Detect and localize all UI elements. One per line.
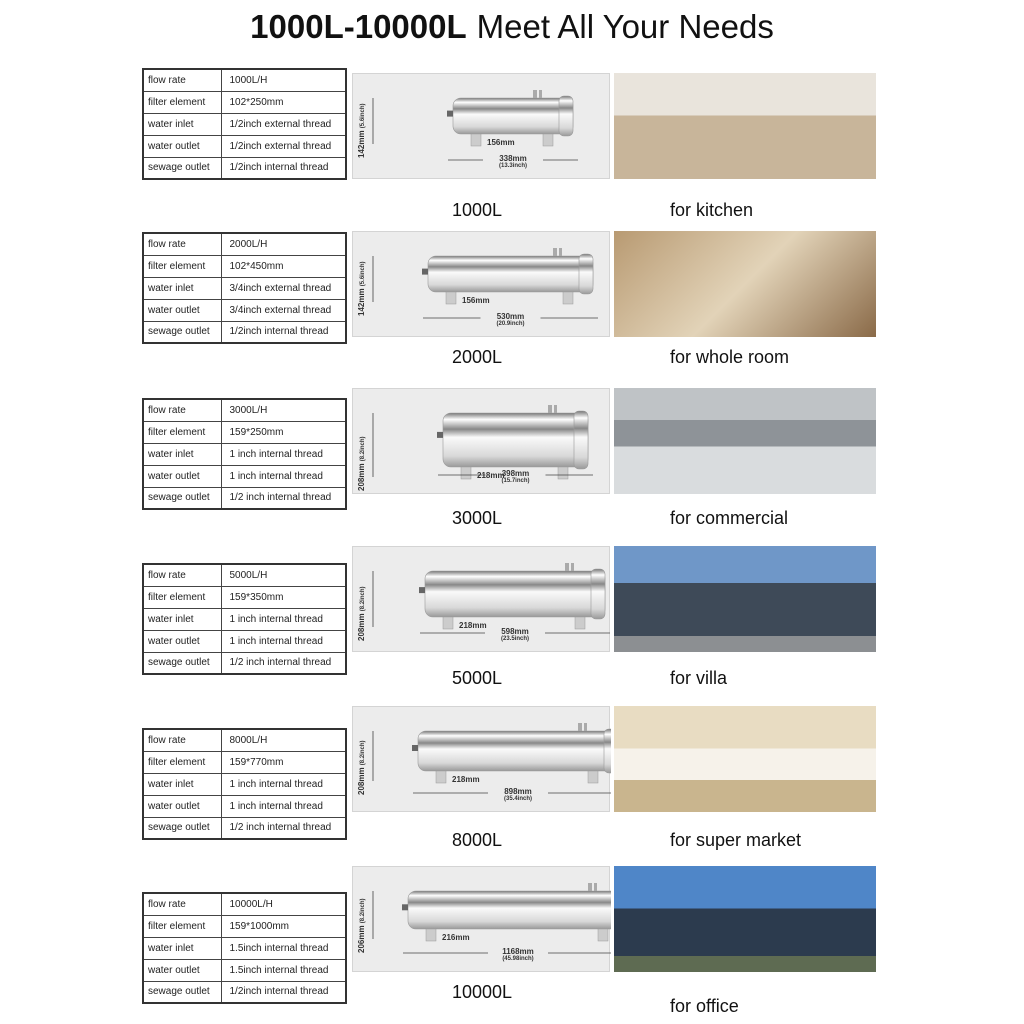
- spec-label: water outlet: [143, 795, 221, 817]
- length-value: 598mm: [501, 627, 529, 636]
- spec-row-sewage-outlet: [143, 817, 346, 839]
- spec-table: [142, 728, 347, 840]
- spec-value: 3000L/H: [221, 399, 346, 421]
- spec-value: 2000L/H: [221, 233, 346, 255]
- length-dimension: [488, 787, 548, 802]
- spec-label: water inlet: [143, 277, 221, 299]
- spec-value: 1/2 inch internal thread: [221, 487, 346, 509]
- height-value: 208mm: [357, 463, 366, 491]
- leg-dimension: 218mm: [459, 621, 487, 630]
- spec-row-water-outlet: [143, 959, 346, 981]
- length-inch-value: (23.5inch): [500, 636, 529, 642]
- height-value: 208mm: [357, 767, 366, 795]
- height-value: 208mm: [357, 613, 366, 641]
- spec-label: water outlet: [143, 630, 221, 652]
- height-inch-value: (5.6inch): [360, 103, 366, 129]
- spec-value: 1/2 inch internal thread: [221, 652, 346, 674]
- height-value: 206mm: [357, 925, 366, 953]
- spec-row-flow-rate: [143, 399, 346, 421]
- spec-value: 1/2inch internal thread: [221, 981, 346, 1003]
- spec-label: water inlet: [143, 773, 221, 795]
- spec-value: 1/2 inch internal thread: [221, 817, 346, 839]
- spec-label: flow rate: [143, 564, 221, 586]
- length-value: 530mm: [496, 312, 525, 321]
- spec-row-water-inlet: [143, 277, 346, 299]
- spec-label: filter element: [143, 751, 221, 773]
- spec-row-flow-rate: [143, 564, 346, 586]
- spec-label: water inlet: [143, 608, 221, 630]
- length-dimension: [485, 627, 545, 642]
- spec-label: sewage outlet: [143, 157, 221, 179]
- title-text: Meet All Your Needs: [476, 8, 774, 45]
- spec-value: 159*250mm: [221, 421, 346, 443]
- spec-row-water-outlet: [143, 465, 346, 487]
- spec-label: sewage outlet: [143, 981, 221, 1003]
- spec-label: water outlet: [143, 299, 221, 321]
- length-dimension: [486, 469, 546, 484]
- spec-value: 159*770mm: [221, 751, 346, 773]
- length-value: 898mm: [504, 787, 532, 796]
- spec-label: water inlet: [143, 937, 221, 959]
- length-dimension: [481, 312, 541, 327]
- length-value: 398mm: [501, 469, 530, 478]
- application-photo: [614, 546, 876, 652]
- title-range: 1000L-10000L: [250, 8, 467, 45]
- spec-label: water inlet: [143, 443, 221, 465]
- height-inch-value: (8.2inch): [360, 436, 366, 462]
- application-photo: [614, 706, 876, 812]
- spec-label: filter element: [143, 915, 221, 937]
- leg-dimension: 156mm: [462, 296, 490, 305]
- application-photo: [614, 231, 876, 337]
- application-photo: [614, 388, 876, 494]
- spec-label: filter element: [143, 91, 221, 113]
- filter-tank-drawing: [353, 547, 611, 653]
- spec-value: 10000L/H: [221, 893, 346, 915]
- application-photo: [614, 866, 876, 972]
- spec-row-flow-rate: [143, 729, 346, 751]
- leg-dimension: 216mm: [442, 933, 470, 942]
- spec-row-flow-rate: [143, 893, 346, 915]
- spec-label: flow rate: [143, 399, 221, 421]
- leg-dimension: 156mm: [487, 138, 515, 147]
- spec-row-water-inlet: [143, 937, 346, 959]
- dimension-diagram: [352, 231, 610, 337]
- spec-value: 1/2inch external thread: [221, 135, 346, 157]
- height-value: 142mm: [357, 130, 366, 158]
- dimension-diagram: [352, 388, 610, 494]
- leg-dimension: 218mm: [452, 775, 480, 784]
- spec-row-filter-element: [143, 915, 346, 937]
- spec-row-water-outlet: [143, 630, 346, 652]
- application-label: for commercial: [670, 508, 789, 528]
- spec-label: sewage outlet: [143, 652, 221, 674]
- length-value: 1168mm: [502, 947, 534, 956]
- spec-label: water outlet: [143, 959, 221, 981]
- spec-value: 1000L/H: [221, 69, 346, 91]
- height-dimension: [357, 262, 366, 316]
- spec-value: 1 inch internal thread: [221, 630, 346, 652]
- spec-label: filter element: [143, 421, 221, 443]
- application-label: for office: [670, 996, 739, 1016]
- spec-value: 1 inch internal thread: [221, 773, 346, 795]
- spec-row-water-inlet: [143, 608, 346, 630]
- spec-row-sewage-outlet: [143, 157, 346, 179]
- spec-value: 102*250mm: [221, 91, 346, 113]
- spec-table: [142, 892, 347, 1004]
- height-inch-value: (5.6inch): [360, 261, 366, 287]
- spec-label: water inlet: [143, 113, 221, 135]
- length-value: 338mm: [499, 154, 527, 163]
- application-label: for villa: [670, 668, 728, 688]
- spec-row-sewage-outlet: [143, 652, 346, 674]
- length-inch-value: (35.4inch): [503, 796, 532, 802]
- leg-dimension: 218mm: [477, 471, 505, 480]
- spec-row-sewage-outlet: [143, 981, 346, 1003]
- length-inch-value: (15.7inch): [501, 478, 530, 484]
- application-label: for kitchen: [670, 200, 754, 220]
- application-label: for super market: [670, 830, 802, 850]
- spec-value: 1.5inch internal thread: [221, 937, 346, 959]
- spec-value: 1/2inch internal thread: [221, 321, 346, 343]
- spec-label: flow rate: [143, 893, 221, 915]
- model-name: 2000L: [452, 347, 503, 367]
- spec-row-water-inlet: [143, 773, 346, 795]
- spec-value: 1 inch internal thread: [221, 443, 346, 465]
- spec-table: [142, 232, 347, 344]
- model-name: 1000L: [452, 200, 503, 220]
- height-inch-value: (8.2inch): [360, 586, 366, 612]
- height-dimension: [357, 437, 366, 491]
- spec-label: water outlet: [143, 135, 221, 157]
- spec-row-flow-rate: [143, 233, 346, 255]
- spec-row-filter-element: [143, 421, 346, 443]
- dimension-diagram: [352, 706, 610, 812]
- height-dimension: [357, 587, 366, 641]
- height-dimension: [357, 741, 366, 795]
- spec-value: 1 inch internal thread: [221, 795, 346, 817]
- spec-row-sewage-outlet: [143, 321, 346, 343]
- spec-value: 102*450mm: [221, 255, 346, 277]
- model-name: 8000L: [452, 830, 503, 850]
- spec-row-water-inlet: [143, 443, 346, 465]
- model-name: 10000L: [452, 982, 513, 1002]
- application-label: for whole room: [670, 347, 790, 367]
- model-name: 3000L: [452, 508, 503, 528]
- spec-value: 3/4inch external thread: [221, 299, 346, 321]
- height-inch-value: (8.2inch): [360, 740, 366, 766]
- height-value: 142mm: [357, 288, 366, 316]
- spec-value: 8000L/H: [221, 729, 346, 751]
- model-name: 5000L: [452, 668, 503, 688]
- spec-label: flow rate: [143, 69, 221, 91]
- height-inch-value: (8.2inch): [360, 898, 366, 924]
- spec-value: 1/2inch external thread: [221, 113, 346, 135]
- spec-label: flow rate: [143, 233, 221, 255]
- spec-label: flow rate: [143, 729, 221, 751]
- length-inch-value: (20.9inch): [496, 321, 525, 327]
- spec-value: 1.5inch internal thread: [221, 959, 346, 981]
- spec-value: 1 inch internal thread: [221, 608, 346, 630]
- dimension-diagram: [352, 866, 610, 972]
- spec-label: sewage outlet: [143, 321, 221, 343]
- length-inch-value: (13.3inch): [498, 163, 527, 169]
- height-dimension: [357, 899, 366, 953]
- spec-label: filter element: [143, 255, 221, 277]
- length-dimension: [488, 947, 548, 962]
- spec-value: 1 inch internal thread: [221, 465, 346, 487]
- spec-label: filter element: [143, 586, 221, 608]
- spec-value: 1/2inch internal thread: [221, 157, 346, 179]
- spec-label: sewage outlet: [143, 817, 221, 839]
- spec-row-sewage-outlet: [143, 487, 346, 509]
- spec-value: 159*1000mm: [221, 915, 346, 937]
- spec-label: sewage outlet: [143, 487, 221, 509]
- filter-tank-drawing: [353, 707, 611, 813]
- spec-table: [142, 398, 347, 510]
- spec-row-water-outlet: [143, 299, 346, 321]
- filter-tank-drawing: [353, 867, 611, 973]
- spec-label: water outlet: [143, 465, 221, 487]
- spec-row-filter-element: [143, 255, 346, 277]
- spec-row-filter-element: [143, 751, 346, 773]
- dimension-diagram: [352, 546, 610, 652]
- length-inch-value: (45.98inch): [502, 956, 534, 962]
- spec-table: [142, 563, 347, 675]
- spec-row-filter-element: [143, 586, 346, 608]
- spec-value: 3/4inch external thread: [221, 277, 346, 299]
- spec-value: 159*350mm: [221, 586, 346, 608]
- spec-value: 5000L/H: [221, 564, 346, 586]
- spec-row-water-outlet: [143, 795, 346, 817]
